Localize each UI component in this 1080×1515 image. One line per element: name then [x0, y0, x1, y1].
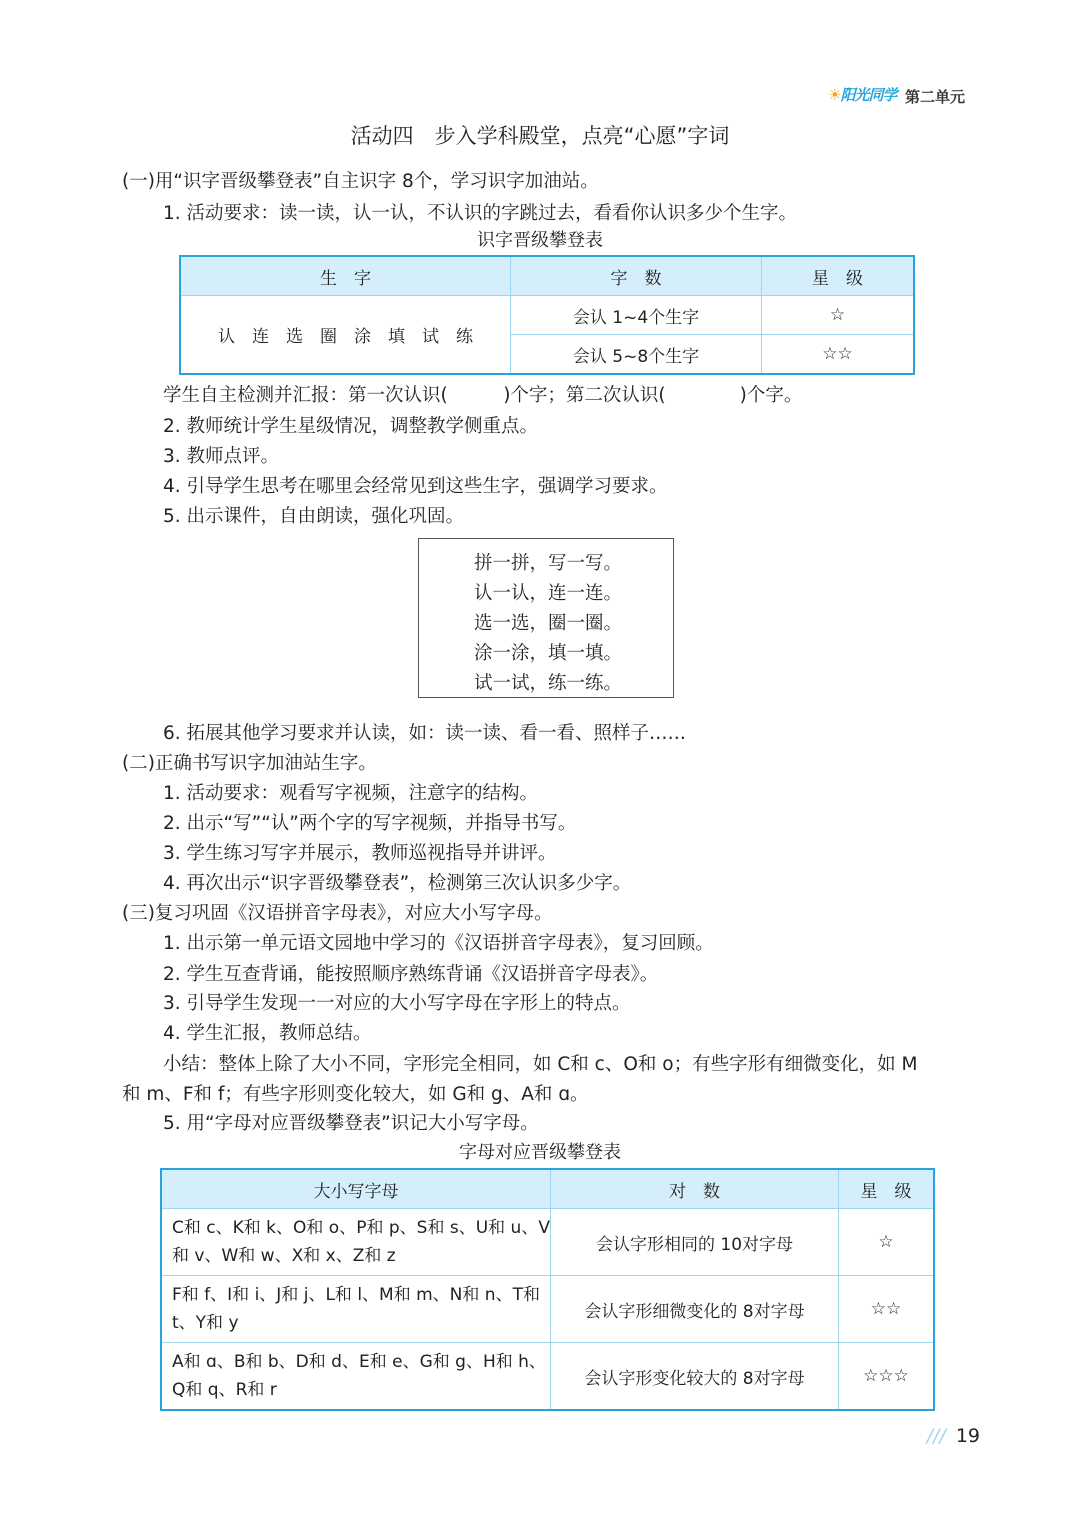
table1-chars: 认 连 选 圈 涂 填 试 练: [180, 296, 511, 375]
page-number: [927, 1425, 980, 1447]
section1-item3: 3. 教师点评。: [163, 446, 280, 467]
table1-header: 生 字: [180, 256, 511, 296]
section1-item2: 2. 教师统计学生星级情况，调整教学侧重点。: [163, 416, 539, 437]
letter-table: [160, 1168, 935, 1411]
table2-letters: C和 c、K和 k、O和 o、P和 p、S和 s、U和 u、V和 v、W和 w、X和 x、Z和 z: [161, 1209, 551, 1276]
table1-stars: ☆: [762, 296, 915, 335]
section1-item6: 6. 拓展其他学习要求并认读，如：读一读、看一看、照样子……: [163, 723, 687, 744]
box-line: 试一试，练一练。: [474, 673, 623, 694]
section1-item4: 4. 引导学生思考在哪里会经常见到这些生字，强调学习要求。: [163, 476, 668, 497]
table2-stars: ☆☆☆: [839, 1343, 935, 1411]
box-line: 认一认，连一连。: [474, 583, 623, 604]
section3-item5: 5. 用“字母对应晋级攀登表”识记大小写字母。: [163, 1113, 539, 1134]
section3-item: 3. 引导学生发现一一对应的大小写字母在字形上的特点。: [163, 993, 631, 1014]
report-line: 学生自主检测并汇报：第一次认识( )个字；第二次认识( )个字。: [163, 385, 803, 406]
section2-heading: (二)正确书写识字加油站生字。: [122, 753, 377, 774]
table1-caption: 识字晋级攀登表: [477, 230, 603, 251]
table2-letters: F和 f、I和 i、J和 j、L和 l、M和 m、N和 n、T和 t、Y和 y: [161, 1276, 551, 1343]
section2-item: 3. 学生练习写字并展示，教师巡视指导并讲评。: [163, 843, 557, 864]
section2-item: 1. 活动要求：观看写字视频，注意字的结构。: [163, 783, 539, 804]
logo-text: 阳光同学: [840, 86, 897, 104]
box-line: 拼一拼，写一写。: [474, 553, 623, 574]
summary-line: 和 m、F和 f；有些字形则变化较大，如 G和 g、A和 ɑ。: [122, 1084, 589, 1105]
table2-letters: A和 ɑ、B和 b、D和 d、E和 e、G和 g、H和 h、Q和 q、R和 r: [161, 1343, 551, 1411]
table2-header: 星 级: [839, 1169, 935, 1209]
table1-header: 星 级: [762, 256, 915, 296]
practice-box: [418, 538, 674, 698]
section3-item: 1. 出示第一单元语文园地中学习的《汉语拼音字母表》，复习回顾。: [163, 933, 714, 954]
section1-heading: (一)用“识字晋级攀登表”自主识字 8个，学习识字加油站。: [122, 171, 599, 192]
table2-caption: 字母对应晋级攀登表: [459, 1142, 621, 1163]
section3-heading: (三)复习巩固《汉语拼音字母表》，对应大小写字母。: [122, 903, 553, 924]
table2-count: 会认字形变化较大的 8对字母: [551, 1343, 839, 1411]
logo: [828, 82, 898, 108]
table2-header: 大小写字母: [161, 1169, 551, 1209]
literacy-table: [179, 255, 915, 375]
summary-line: 小结：整体上除了大小不同，字形完全相同，如 C和 c、O和 o；有些字形有细微变化，如 M: [163, 1054, 918, 1075]
table1-stars: ☆☆: [762, 335, 915, 375]
table1-count: 会认 5~8个生字: [511, 335, 762, 375]
table1-header: 字 数: [511, 256, 762, 296]
sun-icon: ☀: [828, 86, 841, 104]
table2-count: 会认字形细微变化的 8对字母: [551, 1276, 839, 1343]
table2-stars: ☆☆: [839, 1276, 935, 1343]
section3-item: 4. 学生汇报，教师总结。: [163, 1023, 372, 1044]
section1-item1: 1. 活动要求：读一读，认一认，不认识的字跳过去，看看你认识多少个生字。: [163, 203, 798, 224]
table2-count: 会认字形相同的 10对字母: [551, 1209, 839, 1276]
page-title: 活动四 步入学科殿堂，点亮“心愿”字词: [350, 124, 730, 148]
slash-decoration-icon: ///: [926, 1425, 946, 1447]
table2-header: 对 数: [551, 1169, 839, 1209]
table1-count: 会认 1~4个生字: [511, 296, 762, 335]
box-line: 涂一涂，填一填。: [474, 643, 623, 664]
section2-item: 4. 再次出示“识字晋级攀登表”，检测第三次认识多少字。: [163, 873, 632, 894]
box-line: 选一选，圈一圈。: [474, 613, 623, 634]
section1-item5: 5. 出示课件，自由朗读，强化巩固。: [163, 506, 465, 527]
unit-label: 第二单元: [905, 88, 966, 106]
section2-item: 2. 出示“写”“认”两个字的写字视频，并指导书写。: [163, 813, 577, 834]
table2-stars: ☆: [839, 1209, 935, 1276]
page-number-value: 19: [955, 1425, 980, 1447]
section3-item: 2. 学生互查背诵，能按照顺序熟练背诵《汉语拼音字母表》。: [163, 964, 659, 985]
